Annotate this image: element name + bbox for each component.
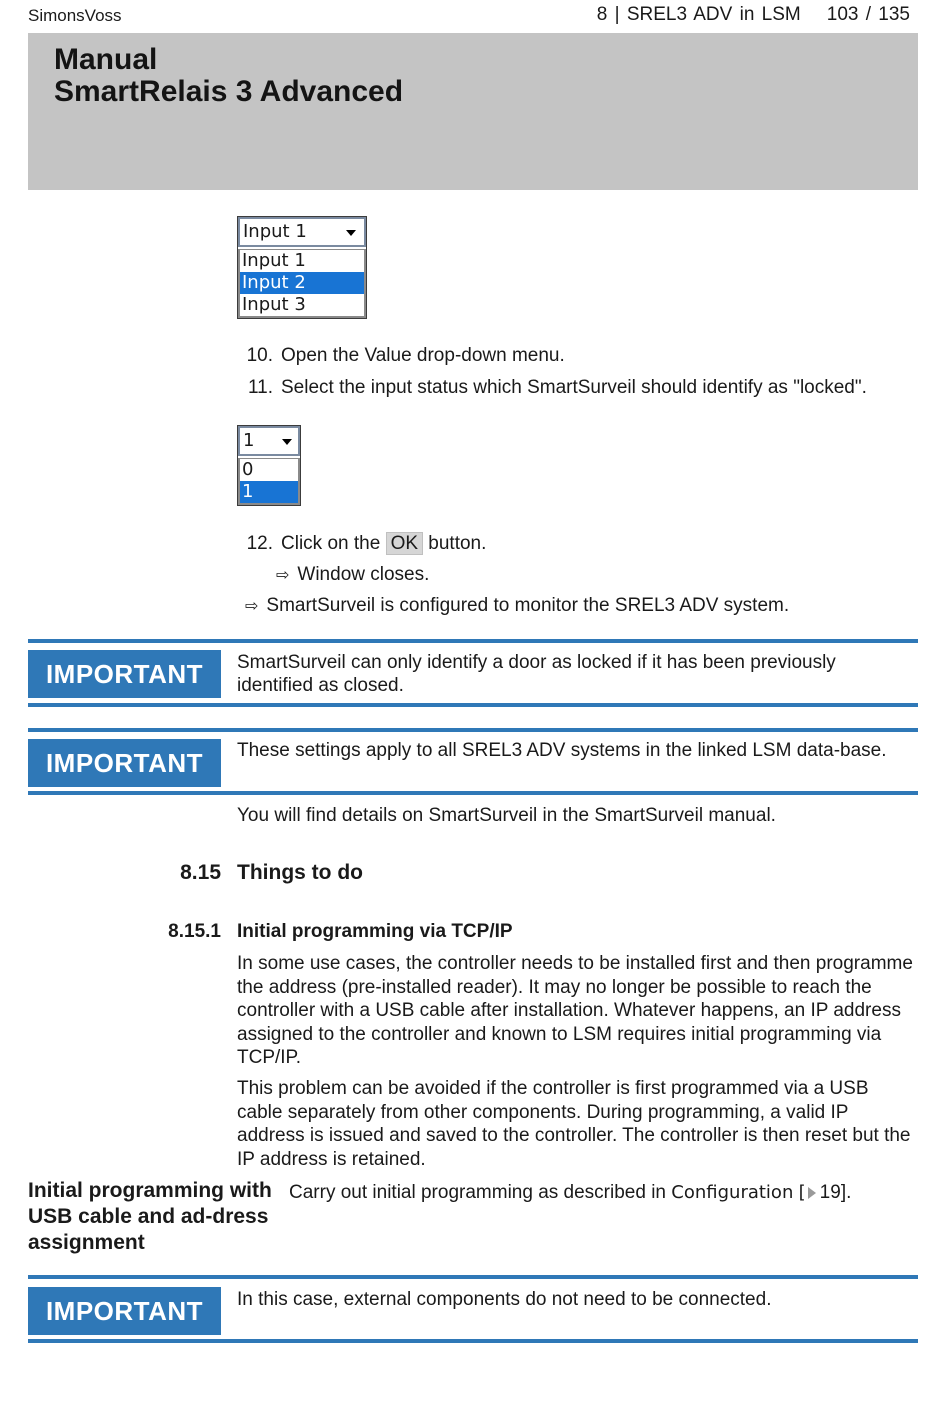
instruction-text: Carry out initial programming as described in [289, 1182, 666, 1203]
result-configured [245, 595, 789, 617]
paragraph: In some use cases, the controller needs to be installed first and then programme the address (pre-installed reader). It may no longer be possible to reach the controller with a USB cable after installation. Whatever happens, an IP address assigned to the controller and known to LSM requires initial programming via TCP/IP. [237, 953, 913, 1068]
dropdown-option-selected[interactable]: 1 [240, 481, 298, 503]
important-text: SmartSurveil can only identify a door as locked if it has been previously identified as closed. [237, 652, 836, 696]
important-bottom-rule [28, 703, 918, 707]
step-text: button. [428, 533, 487, 554]
subsection-number: 8.15.1 [168, 921, 221, 942]
step-number: 11. [247, 377, 273, 398]
important-top-rule [28, 639, 918, 643]
result-text: SmartSurveil is configured to monitor the SREL3 ADV system. [266, 595, 790, 616]
section-number: 8.15 [180, 861, 221, 884]
chevron-down-icon[interactable] [346, 230, 356, 236]
section-title: Things to do [237, 861, 363, 884]
dropdown-option[interactable]: Input 1 [242, 250, 306, 271]
configuration-link[interactable]: Configuration [671, 1182, 794, 1203]
ok-button[interactable]: OK [386, 532, 423, 555]
value-dropdown-value: 1 [243, 430, 255, 451]
important-top-rule [28, 1275, 918, 1279]
value-dropdown[interactable] [237, 425, 301, 506]
input-dropdown-list [238, 249, 366, 318]
brand-name: SimonsVoss [28, 6, 122, 25]
important-label: IMPORTANT [28, 650, 221, 698]
result-arrow-icon: ⇨ [245, 598, 259, 615]
details-text: You will find details on SmartSurveil in the SmartSurveil manual. [237, 805, 776, 826]
page-ref-triangle-icon [808, 1187, 816, 1199]
section-label: 8 | SREL3 ADV in LSM [596, 4, 801, 25]
step-11 [237, 377, 867, 399]
value-dropdown-field[interactable] [238, 426, 300, 456]
carry-out-instruction [289, 1182, 851, 1204]
important-text: These settings apply to all SREL3 ADV systems in the linked LSM data-base. [237, 740, 887, 761]
result-window-closes [276, 564, 429, 586]
dropdown-option[interactable]: 0 [242, 459, 254, 480]
result-arrow-icon: ⇨ [276, 567, 290, 584]
step-text: Click on the [281, 533, 381, 554]
input-dropdown[interactable] [237, 216, 367, 319]
dropdown-option[interactable]: Input 3 [242, 294, 306, 315]
step-10 [237, 345, 565, 367]
bracket-close: ]. [840, 1182, 852, 1203]
important-top-rule [28, 728, 918, 732]
important-label: IMPORTANT [28, 1287, 221, 1335]
page-header-info [597, 4, 910, 26]
dropdown-option-selected[interactable]: Input 2 [240, 272, 364, 294]
important-label: IMPORTANT [28, 739, 221, 787]
step-text: Open the Value drop-down menu. [281, 345, 565, 366]
step-number: 12. [246, 533, 273, 554]
step-number: 10. [246, 345, 273, 366]
subsection-title: Initial programming via TCP/IP [237, 921, 513, 942]
important-bottom-rule [28, 1339, 918, 1343]
bracket-open: [ [798, 1182, 806, 1203]
step-text: Select the input status which SmartSurveil should identify as "locked". [281, 377, 867, 398]
result-text: Window closes. [297, 564, 430, 585]
chevron-down-icon[interactable] [282, 439, 292, 445]
side-heading: Initial programming with USB cable and ad-dress assignment [28, 1179, 272, 1254]
value-dropdown-list [238, 458, 300, 505]
important-text: In this case, external components do not need to be connected. [237, 1289, 772, 1310]
manual-title [54, 44, 403, 108]
important-bottom-rule [28, 791, 918, 795]
manual-title-line1: Manual [54, 43, 158, 76]
page-reference[interactable]: 19 [819, 1182, 841, 1203]
page-number: 103 / 135 [826, 4, 910, 25]
step-12 [237, 533, 486, 555]
paragraph: This problem can be avoided if the controller is first programmed via a USB cable separately from other components. During programming, a valid IP address is issued and saved to the controller. The controller is then reset but the IP address is retained. [237, 1078, 911, 1170]
input-dropdown-field[interactable] [238, 217, 366, 247]
input-dropdown-value: Input 1 [243, 221, 307, 242]
manual-title-line2: SmartRelais 3 Advanced [54, 75, 404, 108]
